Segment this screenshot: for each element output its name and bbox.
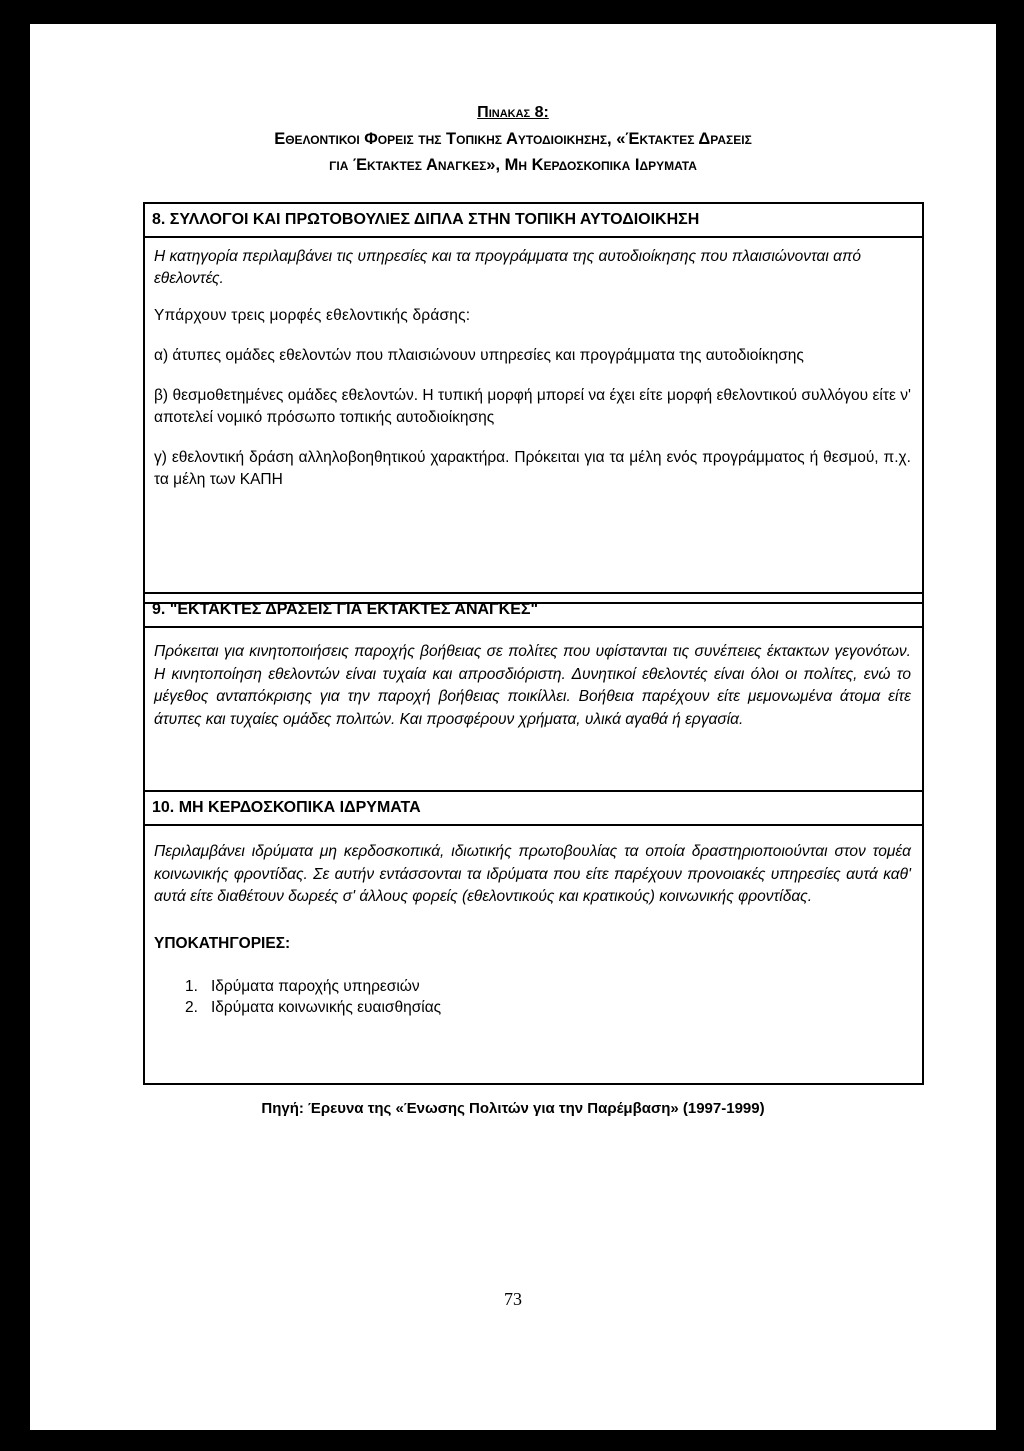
section-10-box	[143, 790, 924, 1085]
section-9-heading: 9. "ΕΚΤΑΚΤΕΣ ΔΡΑΣΕΙΣ ΓΙΑ ΕΚΤΑΚΤΕΣ ΑΝΑΓΚΕΣ"	[145, 594, 922, 628]
list-item	[185, 976, 911, 997]
subcategories-list	[154, 976, 911, 1018]
section-10-heading: 10. ΜΗ ΚΕΡΔΟΣΚΟΠΙΚΑ ΙΔΡΥΜΑΤΑ	[145, 792, 922, 826]
section-9-box	[143, 592, 924, 792]
table-label: Πινακασ 8:	[477, 104, 549, 121]
section-8-item-c: γ) εθελοντική δράση αλληλοβοηθητικού χαρακτήρα. Πρόκειται για τα μέλη ενός προγράμματος ή θεσμού, π.χ. τα μέλη των ΚΑΠΗ	[154, 449, 911, 488]
subcategories-label: ΥΠΟΚΑΤΗΓΟΡΙΕΣ:	[154, 934, 291, 952]
section-9-body	[145, 641, 922, 731]
section-8-forms-lead: Υπάρχουν τρεις μορφές εθελοντικής δράσης:	[154, 307, 471, 324]
section-8-box	[143, 202, 924, 604]
section-8-item-a: α) άτυπες ομάδες εθελοντών που πλαισιώνουν υπηρεσίες και προγράμματα της αυτοδιοίκησης	[154, 347, 804, 364]
list-item-number: 1.	[185, 977, 198, 995]
list-item	[185, 997, 911, 1018]
table-title-line2: για Έκτακτες Αναγκες», Μη Κερδοσκοπικα Ιδρυματα	[329, 156, 697, 174]
page-number: 73	[504, 1289, 522, 1309]
section-8-body	[145, 246, 922, 491]
document-page	[30, 24, 996, 1430]
table-title-line1: Εθελοντικοι Φορεισ της Τοπικης Αυτοδιοικησης, «Έκτακτες Δρασεις	[274, 130, 752, 148]
source-note: Πηγή: Έρευνα της «Ένωσης Πολιτών για την Παρέμβαση» (1997-1999)	[261, 1100, 765, 1117]
list-item-text: Ιδρύματα κοινωνικής ευαισθησίας	[211, 998, 442, 1016]
list-item-text: Ιδρύματα παροχής υπηρεσιών	[211, 977, 420, 995]
section-8-heading: 8. ΣΥΛΛΟΓΟΙ ΚΑΙ ΠΡΩΤΟΒΟΥΛΙΕΣ ΔΙΠΛΑ ΣΤΗΝ ΤΟΠΙΚΗ ΑΥΤΟΔΙΟΙΚΗΣΗ	[145, 204, 922, 238]
section-8-item-b: β) θεσμοθετημένες ομάδες εθελοντών. Η τυπική μορφή μπορεί να έχει είτε μορφή εθελοντικού συλλόγου είτε ν' αποτελεί νομικό πρόσωπο τοπικής αυτοδιοίκησης	[154, 387, 911, 426]
list-item-number: 2.	[185, 998, 198, 1016]
section-8-intro: Η κατηγορία περιλαμβάνει τις υπηρεσίες και τα προγράμματα της αυτοδιοίκησης που πλαισιώνονται από εθελοντές.	[154, 248, 861, 287]
section-10-text: Περιλαμβάνει ιδρύματα μη κερδοσκοπικά, ιδιωτικής πρωτοβουλίας τα οποία δραστηριοποιούνται στον τομέα κοινωνικής φροντίδας. Σε αυτήν εντάσσονται τα ιδρύματα που είτε παρέχουν προνοιακές υπηρεσίες αυτά καθ' αυτά είτε διαθέτουν δωρεές σ' άλλους φορείς (εθελοντικούς και κρατικούς) κοινωνικής φροντίδας.	[154, 843, 911, 905]
section-9-text: Πρόκειται για κινητοποιήσεις παροχής βοήθειας σε πολίτες που υφίστανται τις συνέπειες έκτακτων γεγονότων. Η κινητοποίηση εθελοντών είναι τυχαία και απροσδιόριστη. Δυνητικοί εθελοντές είναι όλοι οι πολίτες, ενώ το μέγεθος ανταπόκρισης για την παροχή βοήθειας ποικίλλει. Βοήθεια παρέχουν είτε μεμονωμένα άτομα είτε άτυπες και τυχαίες ομάδες πολιτών. Και προσφέρουν χρήματα, υλικά αγαθά ή εργασία.	[154, 643, 911, 728]
section-10-body	[145, 841, 922, 1018]
